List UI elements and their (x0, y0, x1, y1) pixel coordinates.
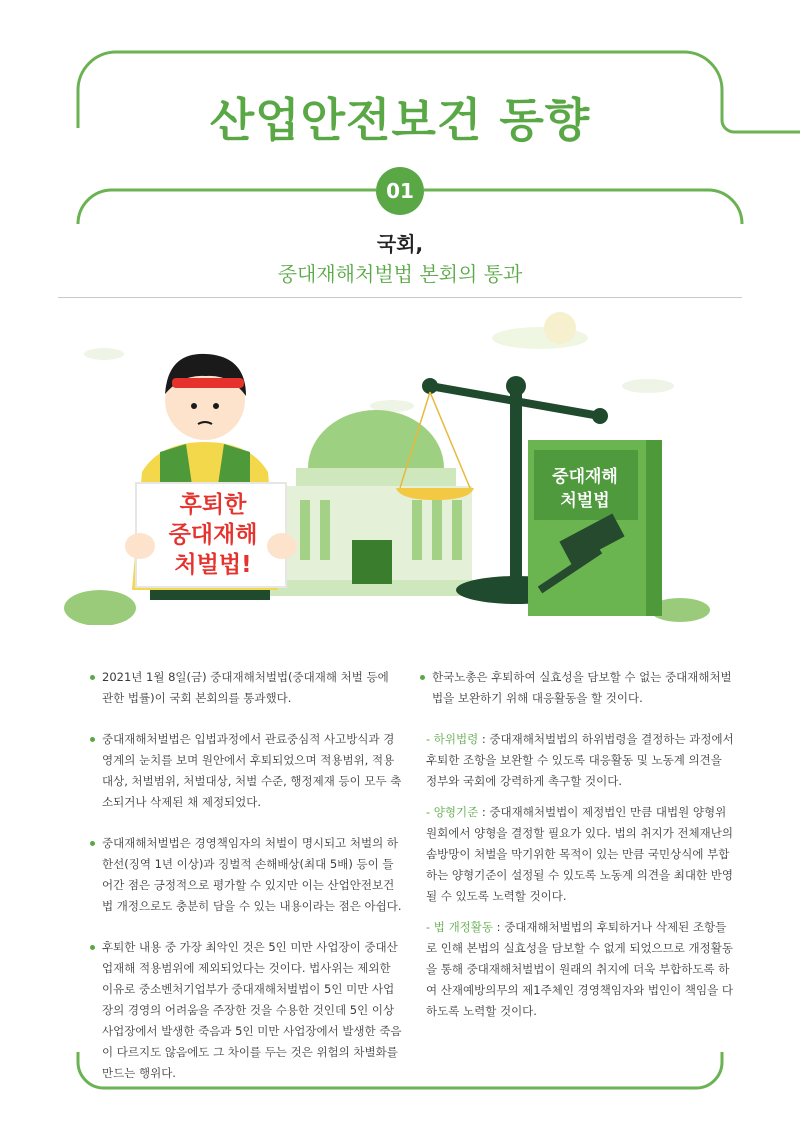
sign-line: 중대재해 (168, 522, 258, 548)
sub-item-text: : 중대재해처벌법의 후퇴하거나 삭제된 조항들로 인해 본법의 실효성을 담보할 수 없게 되었으므로 개정활동을 통해 중대재해처벌법이 원래의 취지에 더욱 부합하도록 하여 산재예방의무의 제1주체인 경영책임자와 법인이 책임을 다하도록 노력할 것이다. (426, 920, 733, 1018)
bullet-paragraph: 2021년 1월 8일(금) 중대재해처벌법(중대재해 처벌 등에 관한 법률)이 국회 본회의를 통과했다. (90, 667, 402, 709)
book-line: 처벌법 (560, 491, 610, 511)
sub-item-key: - 양형기준 (426, 805, 479, 819)
section-heading: 국회, (376, 232, 424, 256)
bullet-paragraph: 중대재해처벌법은 입법과정에서 관료중심적 사고방식과 경영계의 눈치를 보며 원안에서 후퇴되었으며 적용범위, 적용대상, 처벌범위, 처벌대상, 처벌 수준, 행정제재 등이 모두 축소되거나 삭제된 채 제정되었다. (90, 729, 402, 813)
bullet-paragraph: 한국노총은 후퇴하여 실효성을 담보할 수 없는 중대재해처벌법을 보완하기 위해 대응활동을 할 것이다. (420, 667, 736, 709)
law-book-title (536, 465, 634, 513)
book-line: 중대재해 (552, 467, 618, 487)
sub-item-lower-laws (420, 729, 736, 792)
protest-illustration (0, 300, 800, 625)
bullet-paragraph: 중대재해처벌법은 경영책임자의 처벌이 명시되고 처벌의 하한선(징역 1년 이상)과 징벌적 손해배상(최대 5배) 등이 들어간 점은 긍정적으로 평가할 수 있지만 이는 산업안전보건법 개정으로도 충분히 담을 수 있는 내용이라는 점은 아쉽다. (90, 833, 402, 917)
sub-item-key: - 하위법령 (426, 732, 479, 746)
section-subheading: 중대재해처벌법 본회의 통과 (277, 262, 523, 286)
protest-sign-text (140, 490, 286, 580)
divider (58, 297, 742, 298)
bullet-paragraph: 후퇴한 내용 중 가장 최악인 것은 5인 미만 사업장이 중대산업재해 적용범위에 제외되었다는 것이다. 법사위는 제외한 이유로 중소벤처기업부가 중대재해처벌법이 5인 미만 사업장의 경영의 어려움을 주장한 것을 수용한 것인데 5인 이상 사업장에서 발생한 죽음과 5인 미만 사업장에서 발생한 죽음이 다르지도 않음에도 그 차이를 두는 것은 위험의 차별화를 만드는 행위다. (90, 937, 402, 1084)
sign-line: 후퇴한 (179, 492, 247, 518)
left-column (90, 667, 402, 1104)
sub-item-text: : 중대재해처벌법이 제정법인 만큼 대법원 양형위원회에서 양형을 결정할 필요가 있다. 법의 취지가 전체재난의 솜방망이 처벌을 막기위한 목적이 있는 만큼 국민상식에 부합하는 양형기준이 설정될 수 있도록 노동계 의견을 최대한 반영될 수 있도록 노력할 것이다. (426, 805, 733, 903)
sub-item-sentencing (420, 802, 736, 907)
section-number-badge: 01 (376, 167, 424, 215)
right-column (420, 667, 736, 1032)
sub-item-amendment (420, 917, 736, 1022)
page-title: 산업안전보건 동향 (209, 93, 591, 147)
sign-line: 처벌법! (174, 552, 252, 578)
sub-item-text: : 중대재해처벌법의 하위법령을 결정하는 과정에서 후퇴한 조항을 보완할 수 있도록 대응활동 및 노동계 의견을 정부와 국회에 강력하게 촉구할 것이다. (426, 732, 734, 788)
sub-item-key: - 법 개정활동 (426, 920, 494, 934)
